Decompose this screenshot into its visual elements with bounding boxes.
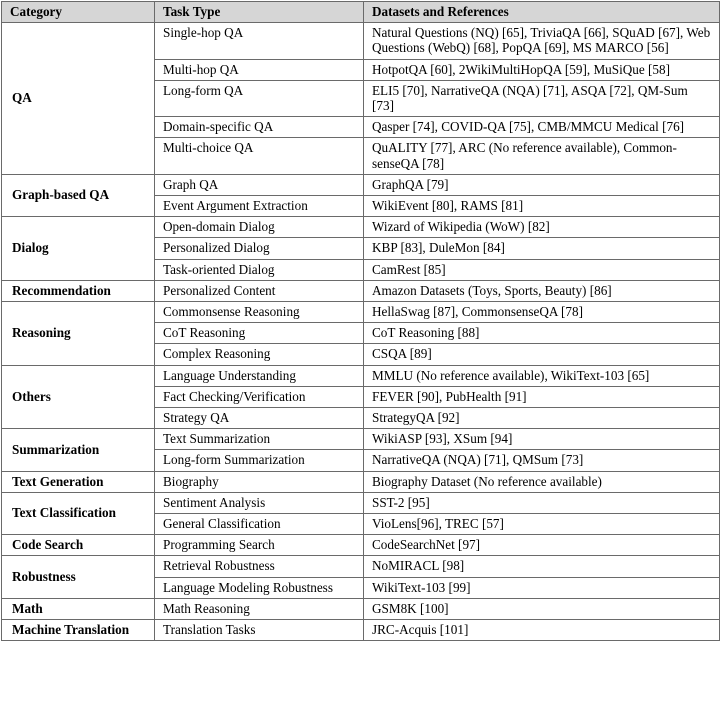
- datasets-cell: Wizard of Wikipedia (WoW) [82]: [364, 217, 720, 238]
- task-type-cell: Multi-hop QA: [155, 59, 364, 80]
- table-row: [2, 471, 720, 492]
- header-category: Category: [2, 2, 155, 23]
- datasets-cell: Qasper [74], COVID-QA [75], CMB/MMCU Medical [76]: [364, 117, 720, 138]
- datasets-cell: ELI5 [70], NarrativeQA (NQA) [71], ASQA [72], QM-Sum [73]: [364, 80, 720, 116]
- datasets-cell: SST-2 [95]: [364, 492, 720, 513]
- task-type-cell: Text Summarization: [155, 429, 364, 450]
- task-type-cell: Fact Checking/Verification: [155, 386, 364, 407]
- table-row: [2, 598, 720, 619]
- datasets-cell: CamRest [85]: [364, 259, 720, 280]
- category-cell: Code Search: [2, 535, 155, 556]
- datasets-table: [1, 1, 720, 641]
- table-row: [2, 492, 720, 513]
- task-type-cell: Personalized Dialog: [155, 238, 364, 259]
- datasets-cell: CSQA [89]: [364, 344, 720, 365]
- task-type-cell: Personalized Content: [155, 280, 364, 301]
- datasets-cell: WikiASP [93], XSum [94]: [364, 429, 720, 450]
- datasets-cell: Biography Dataset (No reference available): [364, 471, 720, 492]
- table-row: [2, 365, 720, 386]
- datasets-cell: MMLU (No reference available), WikiText-103 [65]: [364, 365, 720, 386]
- category-cell: Text Classification: [2, 492, 155, 534]
- task-type-cell: Translation Tasks: [155, 620, 364, 641]
- task-type-cell: Math Reasoning: [155, 598, 364, 619]
- datasets-cell: CoT Reasoning [88]: [364, 323, 720, 344]
- task-type-cell: Open-domain Dialog: [155, 217, 364, 238]
- task-type-cell: General Classification: [155, 514, 364, 535]
- datasets-cell: HellaSwag [87], CommonsenseQA [78]: [364, 302, 720, 323]
- task-type-cell: Language Modeling Robustness: [155, 577, 364, 598]
- category-cell: Recommendation: [2, 280, 155, 301]
- table-row: [2, 302, 720, 323]
- datasets-cell: KBP [83], DuleMon [84]: [364, 238, 720, 259]
- task-type-cell: Strategy QA: [155, 408, 364, 429]
- table-row: [2, 620, 720, 641]
- category-cell: Robustness: [2, 556, 155, 598]
- header-datasets: Datasets and References: [364, 2, 720, 23]
- category-cell: QA: [2, 23, 155, 175]
- datasets-cell: GraphQA [79]: [364, 174, 720, 195]
- task-type-cell: Complex Reasoning: [155, 344, 364, 365]
- category-cell: Graph-based QA: [2, 174, 155, 216]
- category-cell: Others: [2, 365, 155, 429]
- datasets-cell: WikiEvent [80], RAMS [81]: [364, 196, 720, 217]
- category-cell: Dialog: [2, 217, 155, 281]
- datasets-cell: StrategyQA [92]: [364, 408, 720, 429]
- category-cell: Text Generation: [2, 471, 155, 492]
- datasets-cell: HotpotQA [60], 2WikiMultiHopQA [59], MuSiQue [58]: [364, 59, 720, 80]
- table-row: [2, 174, 720, 195]
- datasets-cell: Amazon Datasets (Toys, Sports, Beauty) [86]: [364, 280, 720, 301]
- table-row: [2, 280, 720, 301]
- datasets-cell: JRC-Acquis [101]: [364, 620, 720, 641]
- datasets-cell: FEVER [90], PubHealth [91]: [364, 386, 720, 407]
- datasets-cell: NoMIRACL [98]: [364, 556, 720, 577]
- task-type-cell: CoT Reasoning: [155, 323, 364, 344]
- task-type-cell: Long-form QA: [155, 80, 364, 116]
- task-type-cell: Domain-specific QA: [155, 117, 364, 138]
- datasets-cell: GSM8K [100]: [364, 598, 720, 619]
- datasets-cell: CodeSearchNet [97]: [364, 535, 720, 556]
- task-type-cell: Language Understanding: [155, 365, 364, 386]
- task-type-cell: Multi-choice QA: [155, 138, 364, 174]
- category-cell: Summarization: [2, 429, 155, 471]
- task-type-cell: Commonsense Reasoning: [155, 302, 364, 323]
- table-row: [2, 429, 720, 450]
- table-body: [2, 23, 720, 641]
- datasets-cell: NarrativeQA (NQA) [71], QMSum [73]: [364, 450, 720, 471]
- header-row: [2, 2, 720, 23]
- task-type-cell: Task-oriented Dialog: [155, 259, 364, 280]
- task-type-cell: Graph QA: [155, 174, 364, 195]
- task-type-cell: Single-hop QA: [155, 23, 364, 59]
- datasets-cell: WikiText-103 [99]: [364, 577, 720, 598]
- task-type-cell: Long-form Summarization: [155, 450, 364, 471]
- datasets-cell: QuALITY [77], ARC (No reference available), Common-senseQA [78]: [364, 138, 720, 174]
- datasets-cell: VioLens[96], TREC [57]: [364, 514, 720, 535]
- task-type-cell: Biography: [155, 471, 364, 492]
- table-row: [2, 535, 720, 556]
- category-cell: Math: [2, 598, 155, 619]
- task-type-cell: Programming Search: [155, 535, 364, 556]
- datasets-cell: Natural Questions (NQ) [65], TriviaQA [66], SQuAD [67], Web Questions (WebQ) [68], PopQA [69], MS MARCO [56]: [364, 23, 720, 59]
- table-row: [2, 217, 720, 238]
- task-type-cell: Event Argument Extraction: [155, 196, 364, 217]
- category-cell: Reasoning: [2, 302, 155, 366]
- header-task-type: Task Type: [155, 2, 364, 23]
- task-type-cell: Sentiment Analysis: [155, 492, 364, 513]
- table-row: [2, 23, 720, 59]
- table-row: [2, 556, 720, 577]
- task-type-cell: Retrieval Robustness: [155, 556, 364, 577]
- category-cell: Machine Translation: [2, 620, 155, 641]
